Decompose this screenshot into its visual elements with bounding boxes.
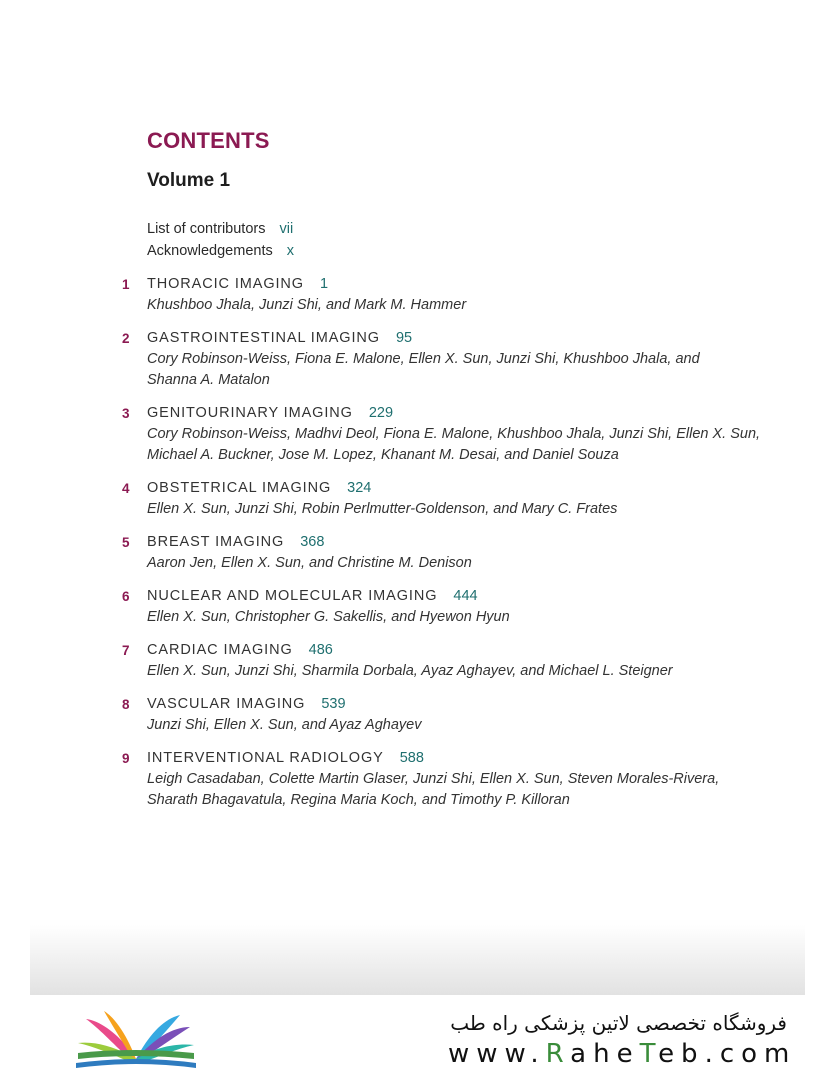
front-matter-item[interactable] xyxy=(147,240,294,262)
chapter-authors: Sharath Bhagavatula, Regina Maria Koch, and Timothy P. Killoran xyxy=(147,792,570,808)
store-url[interactable] xyxy=(448,1039,796,1069)
chapter-page: 95 xyxy=(395,330,413,346)
chapter-entry[interactable] xyxy=(0,748,835,811)
chapter-title: BREAST IMAGING xyxy=(147,534,285,550)
chapter-entry[interactable] xyxy=(0,274,835,316)
chapter-page: 324 xyxy=(347,480,372,496)
chapter-title: THORACIC IMAGING xyxy=(147,276,304,292)
chapter-entry[interactable] xyxy=(0,532,835,574)
chapter-title: NUCLEAR AND MOLECULAR IMAGING xyxy=(147,588,438,604)
chapter-authors: Junzi Shi, Ellen X. Sun, and Ayaz Aghayev xyxy=(147,717,422,733)
front-matter-label: Acknowledgements xyxy=(147,243,273,259)
page-title: CONTENTS xyxy=(147,128,270,153)
chapter-authors: Leigh Casadaban, Colette Martin Glaser, Junzi Shi, Ellen X. Sun, Steven Morales-Rivera, xyxy=(147,771,720,787)
front-matter-page: vii xyxy=(279,221,294,237)
chapter-title-line xyxy=(147,532,835,553)
chapter-title-line xyxy=(147,694,835,715)
chapter-number: 5 xyxy=(122,535,130,550)
open-book-logo-icon xyxy=(72,1007,200,1075)
chapter-title: OBSTETRICAL IMAGING xyxy=(147,480,332,496)
chapter-page: 444 xyxy=(453,588,478,604)
chapter-number: 2 xyxy=(122,331,130,346)
chapter-title: GENITOURINARY IMAGING xyxy=(147,405,353,421)
chapter-number: 8 xyxy=(122,697,130,712)
chapter-title-line xyxy=(147,586,835,607)
front-matter-item[interactable] xyxy=(147,218,294,240)
chapter-number: 1 xyxy=(122,277,130,292)
chapter-authors: Aaron Jen, Ellen X. Sun, and Christine M. Denison xyxy=(147,555,472,571)
volume-title: Volume 1 xyxy=(147,170,231,191)
chapter-number: 6 xyxy=(122,589,130,604)
chapter-title: INTERVENTIONAL RADIOLOGY xyxy=(147,750,384,766)
chapter-number: 9 xyxy=(122,751,130,766)
chapter-page: 1 xyxy=(320,276,329,292)
chapter-page: 229 xyxy=(368,405,394,421)
chapter-entry[interactable] xyxy=(0,694,835,736)
front-matter-page: x xyxy=(286,243,294,259)
chapter-authors: Ellen X. Sun, Junzi Shi, Robin Perlmutter-Goldenson, and Mary C. Frates xyxy=(147,501,618,517)
footer-shade xyxy=(30,925,805,995)
chapter-page: 368 xyxy=(300,534,325,550)
url-accent-r: R xyxy=(545,1039,571,1069)
chapter-list xyxy=(0,274,835,811)
chapter-number: 7 xyxy=(122,643,130,658)
chapter-title-line xyxy=(147,328,835,349)
chapter-entry[interactable] xyxy=(0,586,835,628)
url-suffix: eb.com xyxy=(658,1039,797,1069)
chapter-entry[interactable] xyxy=(0,478,835,520)
url-prefix: www. xyxy=(448,1039,546,1069)
chapter-title: VASCULAR IMAGING xyxy=(147,696,306,712)
store-name: فروشگاه تخصصی لاتین پزشکی راه طب xyxy=(450,1011,787,1035)
chapter-page: 539 xyxy=(321,696,346,712)
chapter-title-line xyxy=(147,274,835,295)
chapter-title-line xyxy=(147,403,835,424)
chapter-authors: Khushboo Jhala, Junzi Shi, and Mark M. Hammer xyxy=(147,297,467,313)
chapter-number: 3 xyxy=(122,406,130,421)
chapter-page: 486 xyxy=(308,642,333,658)
chapter-authors: Cory Robinson-Weiss, Fiona E. Malone, Ellen X. Sun, Junzi Shi, Khushboo Jhala, and xyxy=(147,351,700,367)
chapter-entry[interactable] xyxy=(0,403,835,466)
chapter-title: GASTROINTESTINAL IMAGING xyxy=(147,330,380,346)
chapter-authors: Ellen X. Sun, Christopher G. Sakellis, and Hyewon Hyun xyxy=(147,609,510,625)
chapter-title-line xyxy=(147,478,835,499)
chapter-title-line xyxy=(147,748,835,769)
url-mid: ahe xyxy=(570,1039,640,1069)
chapter-entry[interactable] xyxy=(0,640,835,682)
chapter-page: 588 xyxy=(399,750,424,766)
chapter-authors: Ellen X. Sun, Junzi Shi, Sharmila Dorbala, Ayaz Aghayev, and Michael L. Steigner xyxy=(147,663,673,679)
chapter-authors: Cory Robinson-Weiss, Madhvi Deol, Fiona E. Malone, Khushboo Jhala, Junzi Shi, Ellen X. Sun, xyxy=(147,426,761,442)
chapter-number: 4 xyxy=(122,481,130,496)
front-matter-list xyxy=(147,218,294,262)
chapter-authors: Michael A. Buckner, Jose M. Lopez, Khanant M. Desai, and Daniel Souza xyxy=(147,447,619,463)
store-footer xyxy=(0,995,835,1080)
chapter-title-line xyxy=(147,640,835,661)
url-accent-t: T xyxy=(639,1039,659,1069)
chapter-authors: Shanna A. Matalon xyxy=(147,372,270,388)
chapter-entry[interactable] xyxy=(0,328,835,391)
front-matter-label: List of contributors xyxy=(147,221,266,237)
chapter-title: CARDIAC IMAGING xyxy=(147,642,293,658)
